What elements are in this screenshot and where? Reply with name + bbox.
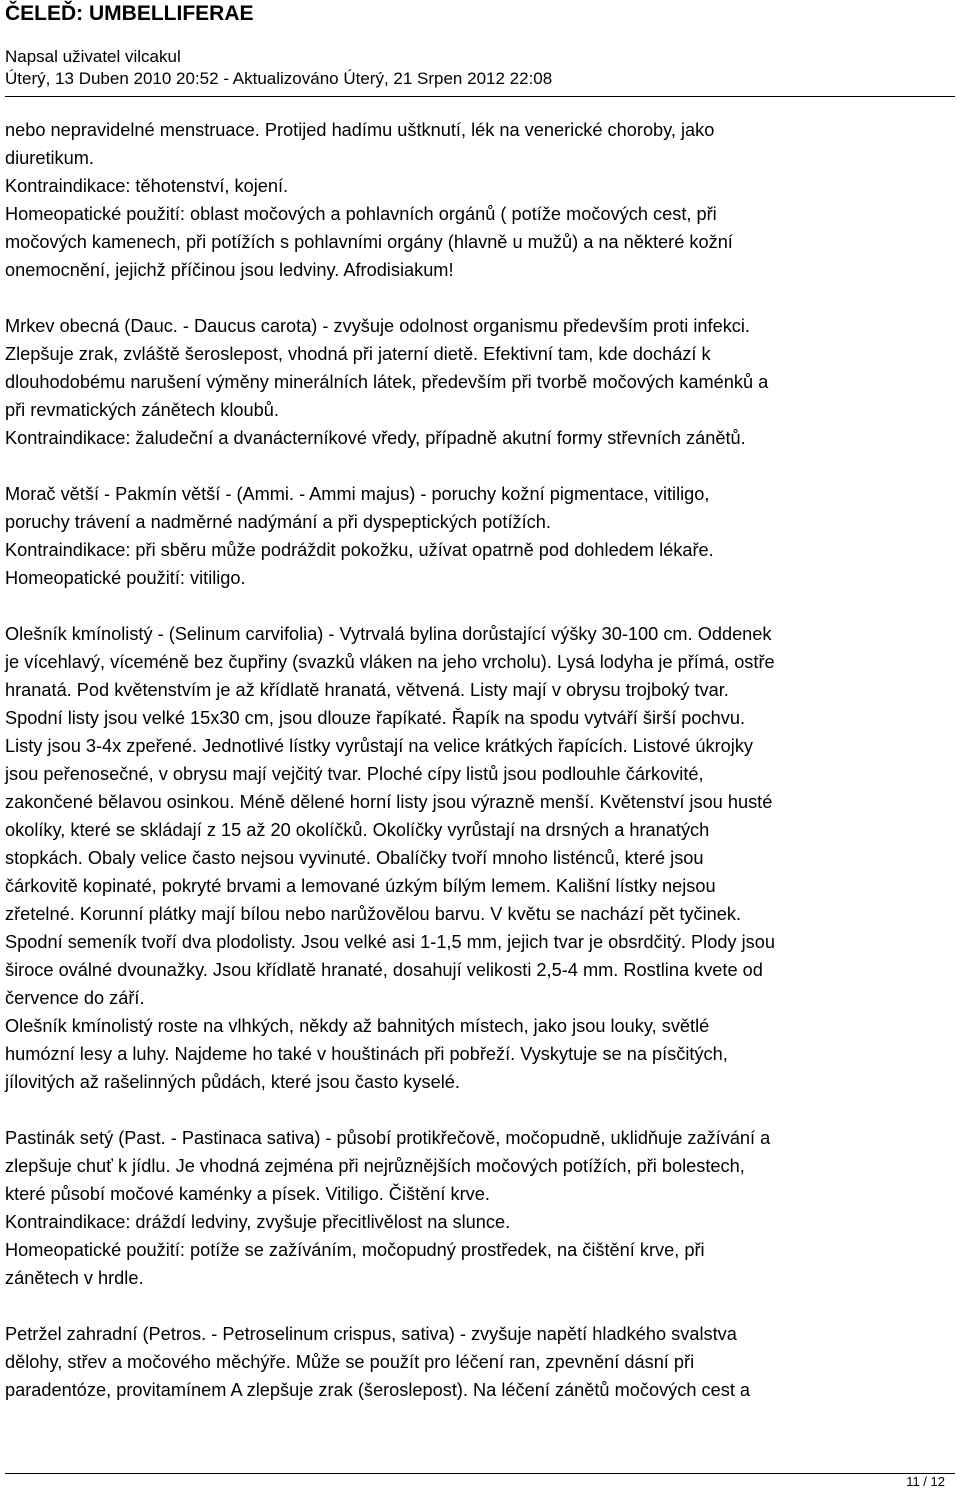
text-line: diuretikum. — [5, 148, 94, 168]
text-line: poruchy trávení a nadměrné nadýmání a při dyspeptických potížích. — [5, 512, 551, 532]
text-line: onemocnění, jejichž příčinou jsou ledviny. Afrodisiakum! — [5, 260, 454, 280]
header-divider — [5, 96, 955, 97]
text-line: Kontraindikace: při sběru může podráždit pokožku, užívat opatrně pod dohledem lékaře. — [5, 540, 714, 560]
text-line: Spodní semeník tvoří dva plodolisty. Jsou velké asi 1-1,5 mm, jejich tvar je obsrdčitý. Plody jsou — [5, 932, 775, 952]
paragraph — [5, 480, 955, 592]
text-line: Homeopatické použití: oblast močových a pohlavních orgánů ( potíže močových cest, při — [5, 204, 717, 224]
text-line: Homeopatické použití: potíže se zažíváním, močopudný prostředek, na čištění krve, při — [5, 1240, 705, 1260]
text-line: zánětech v hrdle. — [5, 1268, 144, 1288]
text-line: zakončené bělavou osinkou. Méně dělené horní listy jsou výrazně menší. Květenství jsou husté — [5, 792, 773, 812]
paragraph-gap — [5, 452, 955, 480]
text-line: Zlepšuje zrak, zvláště šeroslepost, vhodná při jaterní dietě. Efektivní tam, kde dochází k — [5, 344, 711, 364]
paragraph-gap — [5, 284, 955, 312]
text-line: Mrkev obecná (Dauc. - Daucus carota) - zvyšuje odolnost organismu především proti infekci. — [5, 316, 750, 336]
article-body — [5, 116, 955, 1404]
date-line: Úterý, 13 Duben 2010 20:52 - Aktualizováno Úterý, 21 Srpen 2012 22:08 — [5, 69, 553, 88]
text-line: Olešník kmínolistý - (Selinum carvifolia) - Vytrvalá bylina dorůstající výšky 30-100 cm. Oddenek — [5, 624, 772, 644]
text-line: humózní lesy a luhy. Najdeme ho také v houštinách při pobřeží. Vyskytuje se na písčitých, — [5, 1044, 728, 1064]
paragraph — [5, 1124, 955, 1292]
text-line: okolíky, které se skládají z 15 až 20 okolíčků. Okolíčky vyrůstají na drsných a hranatých — [5, 820, 710, 840]
text-line: Listy jsou 3-4x zpeřené. Jednotlivé lístky vyrůstají na velice krátkých řapících. Listové úkrojky — [5, 736, 754, 756]
text-line: které působí močové kaménky a písek. Vitiligo. Čištění krve. — [5, 1184, 490, 1204]
text-line: Kontraindikace: dráždí ledviny, zvyšuje přecitlivělost na slunce. — [5, 1212, 511, 1232]
text-line: Kontraindikace: těhotenství, kojení. — [5, 176, 289, 196]
text-line: hranatá. Pod květenstvím je až křídlatě hranatá, větvená. Listy mají v obrysu trojboký tvar. — [5, 680, 729, 700]
text-line: nebo nepravidelné menstruace. Protijed hadímu uštknutí, lék na venerické choroby, jako — [5, 120, 715, 140]
text-line: dlouhodobému narušení výměny minerálních látek, především při tvorbě močových kaménků a — [5, 372, 769, 392]
text-line: jsou peřenosečné, v obrysu mají vejčitý tvar. Ploché cípy listů jsou podlouhle čárkovité, — [5, 764, 704, 784]
text-line: je vícehlavý, víceméně bez čupřiny (svazků vláken na jeho vrcholu). Lysá lodyha je přímá, ostře — [5, 652, 775, 672]
paragraph — [5, 116, 955, 284]
text-line: Olešník kmínolistý roste na vlhkých, někdy až bahnitých místech, jako jsou louky, světlé — [5, 1016, 710, 1036]
text-line: Petržel zahradní (Petros. - Petroselinum crispus, sativa) - zvyšuje napětí hladkého svalstva — [5, 1324, 737, 1344]
text-line: při revmatických zánětech kloubů. — [5, 400, 279, 420]
paragraph — [5, 312, 955, 452]
document-header — [5, 0, 955, 90]
text-line: zlepšuje chuť k jídlu. Je vhodná zejména při nejrůznějších močových potížích, při bolestech, — [5, 1156, 745, 1176]
text-line: Homeopatické použití: vitiligo. — [5, 568, 246, 588]
text-line: dělohy, střev a močového měchýře. Může se použít pro léčení ran, zpevnění dásní při — [5, 1352, 695, 1372]
paragraph — [5, 620, 955, 1096]
text-line: zřetelné. Korunní plátky mají bílou nebo narůžovělou barvu. V květu se nachází pět tyčinek. — [5, 904, 742, 924]
text-line: močových kamenech, při potížích s pohlavními orgány (hlavně u mužů) a na některé kožní — [5, 232, 733, 252]
text-line: Kontraindikace: žaludeční a dvanácterníkové vředy, případně akutní formy střevních zánětů. — [5, 428, 746, 448]
text-line: čárkovitě kopinaté, pokryté brvami a lemované úzkým bílým lemem. Kališní lístky nejsou — [5, 876, 716, 896]
page-title: ČELEĎ: UMBELLIFERAE — [5, 2, 254, 25]
text-line: stopkách. Obaly velice často nejsou vyvinuté. Obalíčky tvoří mnoho listénců, které jsou — [5, 848, 704, 868]
author-line: Napsal uživatel vilcakul — [5, 47, 181, 66]
paragraph-gap — [5, 592, 955, 620]
footer-divider — [5, 1473, 955, 1474]
text-line: jílovitých až rašelinných půdách, které jsou často kyselé. — [5, 1072, 460, 1092]
text-line: Spodní listy jsou velké 15x30 cm, jsou dlouze řapíkaté. Řapík na spodu vytváří širší pochvu. — [5, 708, 746, 728]
text-line: července do září. — [5, 988, 145, 1008]
paragraph-gap — [5, 1096, 955, 1124]
paragraph-gap — [5, 1292, 955, 1320]
text-line: Pastinák setý (Past. - Pastinaca sativa) - působí protikřečově, močopudně, uklidňuje zažívání a — [5, 1128, 771, 1148]
page-number: 11 / 12 — [906, 1474, 945, 1489]
paragraph — [5, 1320, 955, 1404]
text-line: široce oválné dvounažky. Jsou křídlatě hranaté, dosahují velikosti 2,5-4 mm. Rostlina kvete od — [5, 960, 763, 980]
text-line: paradentóze, provitamínem A zlepšuje zrak (šeroslepost). Na léčení zánětů močových cest a — [5, 1380, 751, 1400]
text-line: Morač větší - Pakmín větší - (Ammi. - Ammi majus) - poruchy kožní pigmentace, vitiligo, — [5, 484, 710, 504]
